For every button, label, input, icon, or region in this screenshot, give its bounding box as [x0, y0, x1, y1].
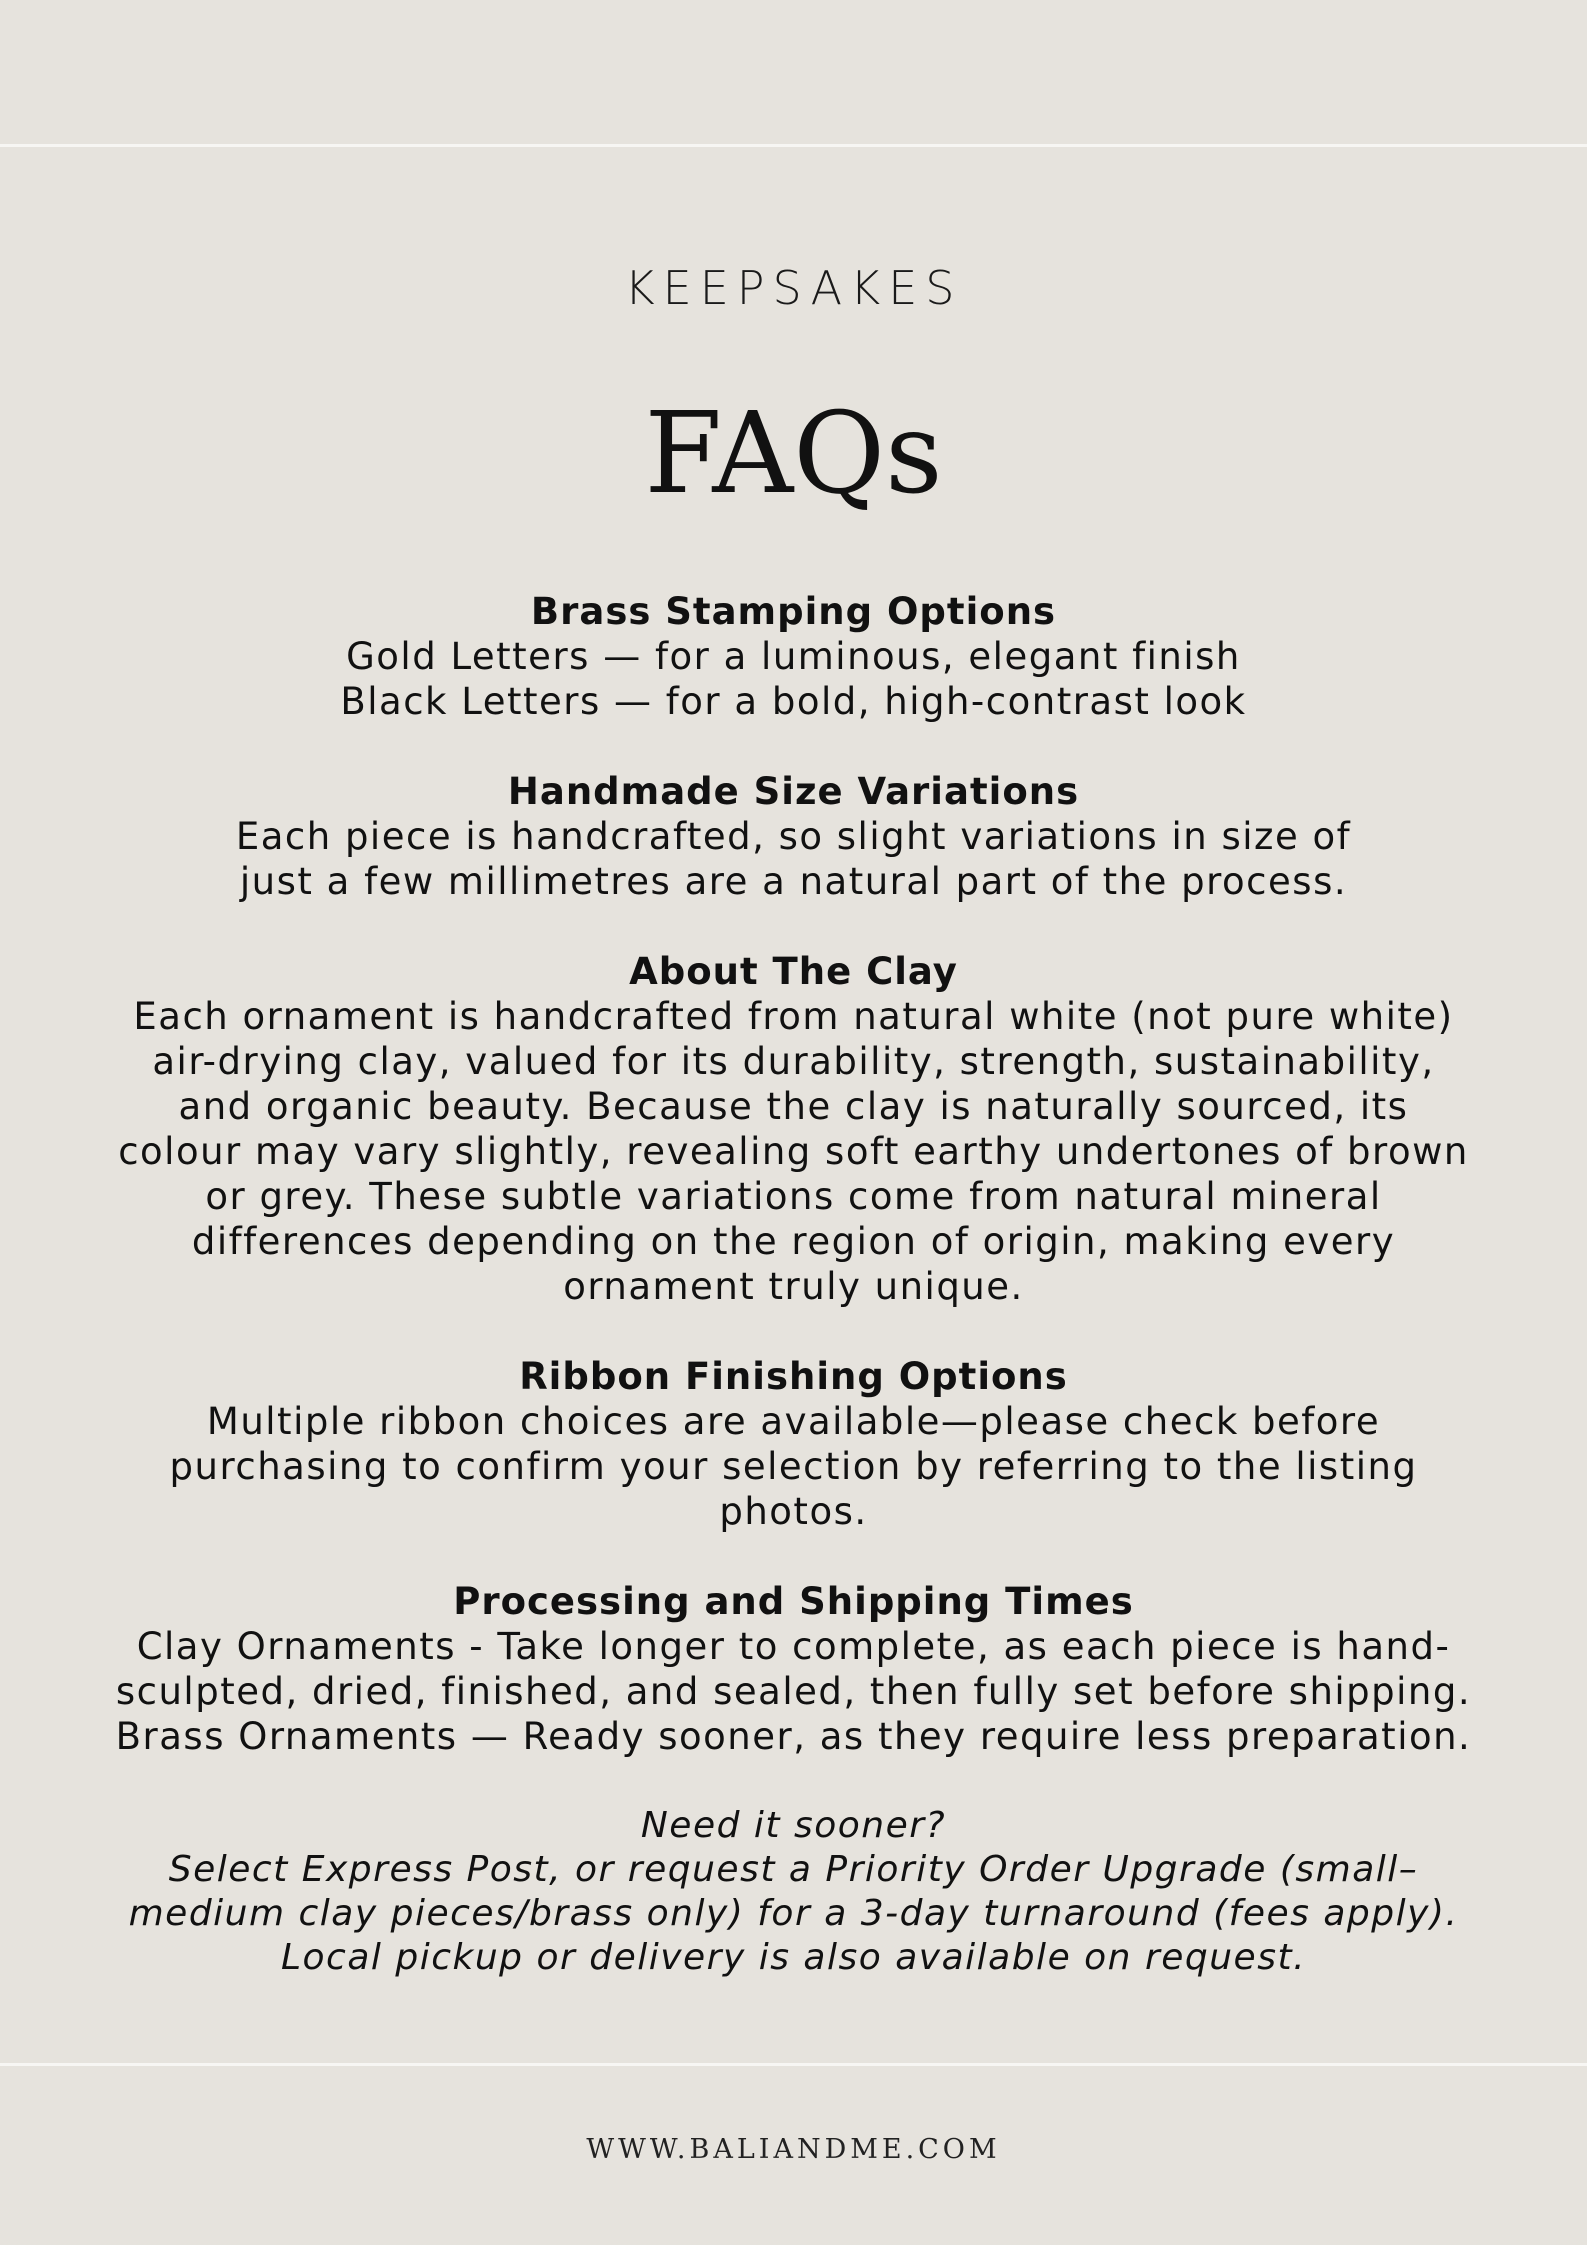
section-line: differences depending on the region of origin, making every [191, 1220, 1396, 1263]
section-line: purchasing to confirm your selection by referring to the listing [169, 1445, 1418, 1488]
section-line: photos. [719, 1490, 868, 1533]
note-line: Need it sooner? [640, 1805, 947, 1846]
section-line: Multiple ribbon choices are available—please check before [206, 1400, 1381, 1443]
express-note [55, 1804, 1532, 1980]
section-line: Gold Letters — for a luminous, elegant finish [346, 635, 1241, 678]
section-line: and organic beauty. Because the clay is naturally sourced, its [178, 1085, 1409, 1128]
section-line: Brass Ornaments — Ready sooner, as they require less preparation. [115, 1715, 1472, 1758]
footer-website-url: WWW.BALIANDME.COM [586, 2134, 1001, 2165]
section-heading: Handmade Size Variations [507, 770, 1080, 813]
section-line: or grey. These subtle variations come from natural mineral [205, 1175, 1382, 1218]
faq-content [55, 589, 1532, 1980]
faq-section-about-clay [55, 949, 1532, 1309]
page-title: FAQs [644, 389, 943, 519]
faq-section-brass-stamping [55, 589, 1532, 724]
faq-section-ribbon-options [55, 1354, 1532, 1534]
section-heading: About The Clay [629, 950, 958, 993]
section-line: Each ornament is handcrafted from natural white (not pure white) [133, 995, 1454, 1038]
section-line: colour may vary slightly, revealing soft earthy undertones of brown [118, 1130, 1469, 1173]
note-line: Select Express Post, or request a Priority Order Upgrade (small– [168, 1849, 1419, 1890]
section-line: ornament truly unique. [563, 1265, 1024, 1308]
section-line: Each piece is handcrafted, so slight variations in size of [235, 815, 1352, 858]
note-line: Local pickup or delivery is also available on request. [280, 1937, 1307, 1978]
note-line: medium clay pieces/brass only) for a 3-day turnaround (fees apply). [128, 1893, 1459, 1934]
section-heading: Ribbon Finishing Options [519, 1355, 1068, 1398]
section-heading: Processing and Shipping Times [453, 1580, 1134, 1623]
eyebrow-label: KEEPSAKES [624, 261, 963, 315]
section-line: Black Letters — for a bold, high-contrast look [340, 680, 1247, 723]
section-line: Clay Ornaments - Take longer to complete, as each piece is hand- [136, 1625, 1451, 1668]
faq-section-processing-shipping [55, 1579, 1532, 1759]
bottom-divider [0, 2063, 1587, 2066]
section-line: just a few millimetres are a natural part of the process. [239, 860, 1348, 903]
faq-section-size-variations [55, 769, 1532, 904]
section-line: sculpted, dried, finished, and sealed, then fully set before shipping. [115, 1670, 1472, 1713]
section-line: air-drying clay, valued for its durability, strength, sustainability, [152, 1040, 1435, 1083]
top-divider [0, 144, 1587, 147]
section-heading: Brass Stamping Options [530, 590, 1057, 633]
